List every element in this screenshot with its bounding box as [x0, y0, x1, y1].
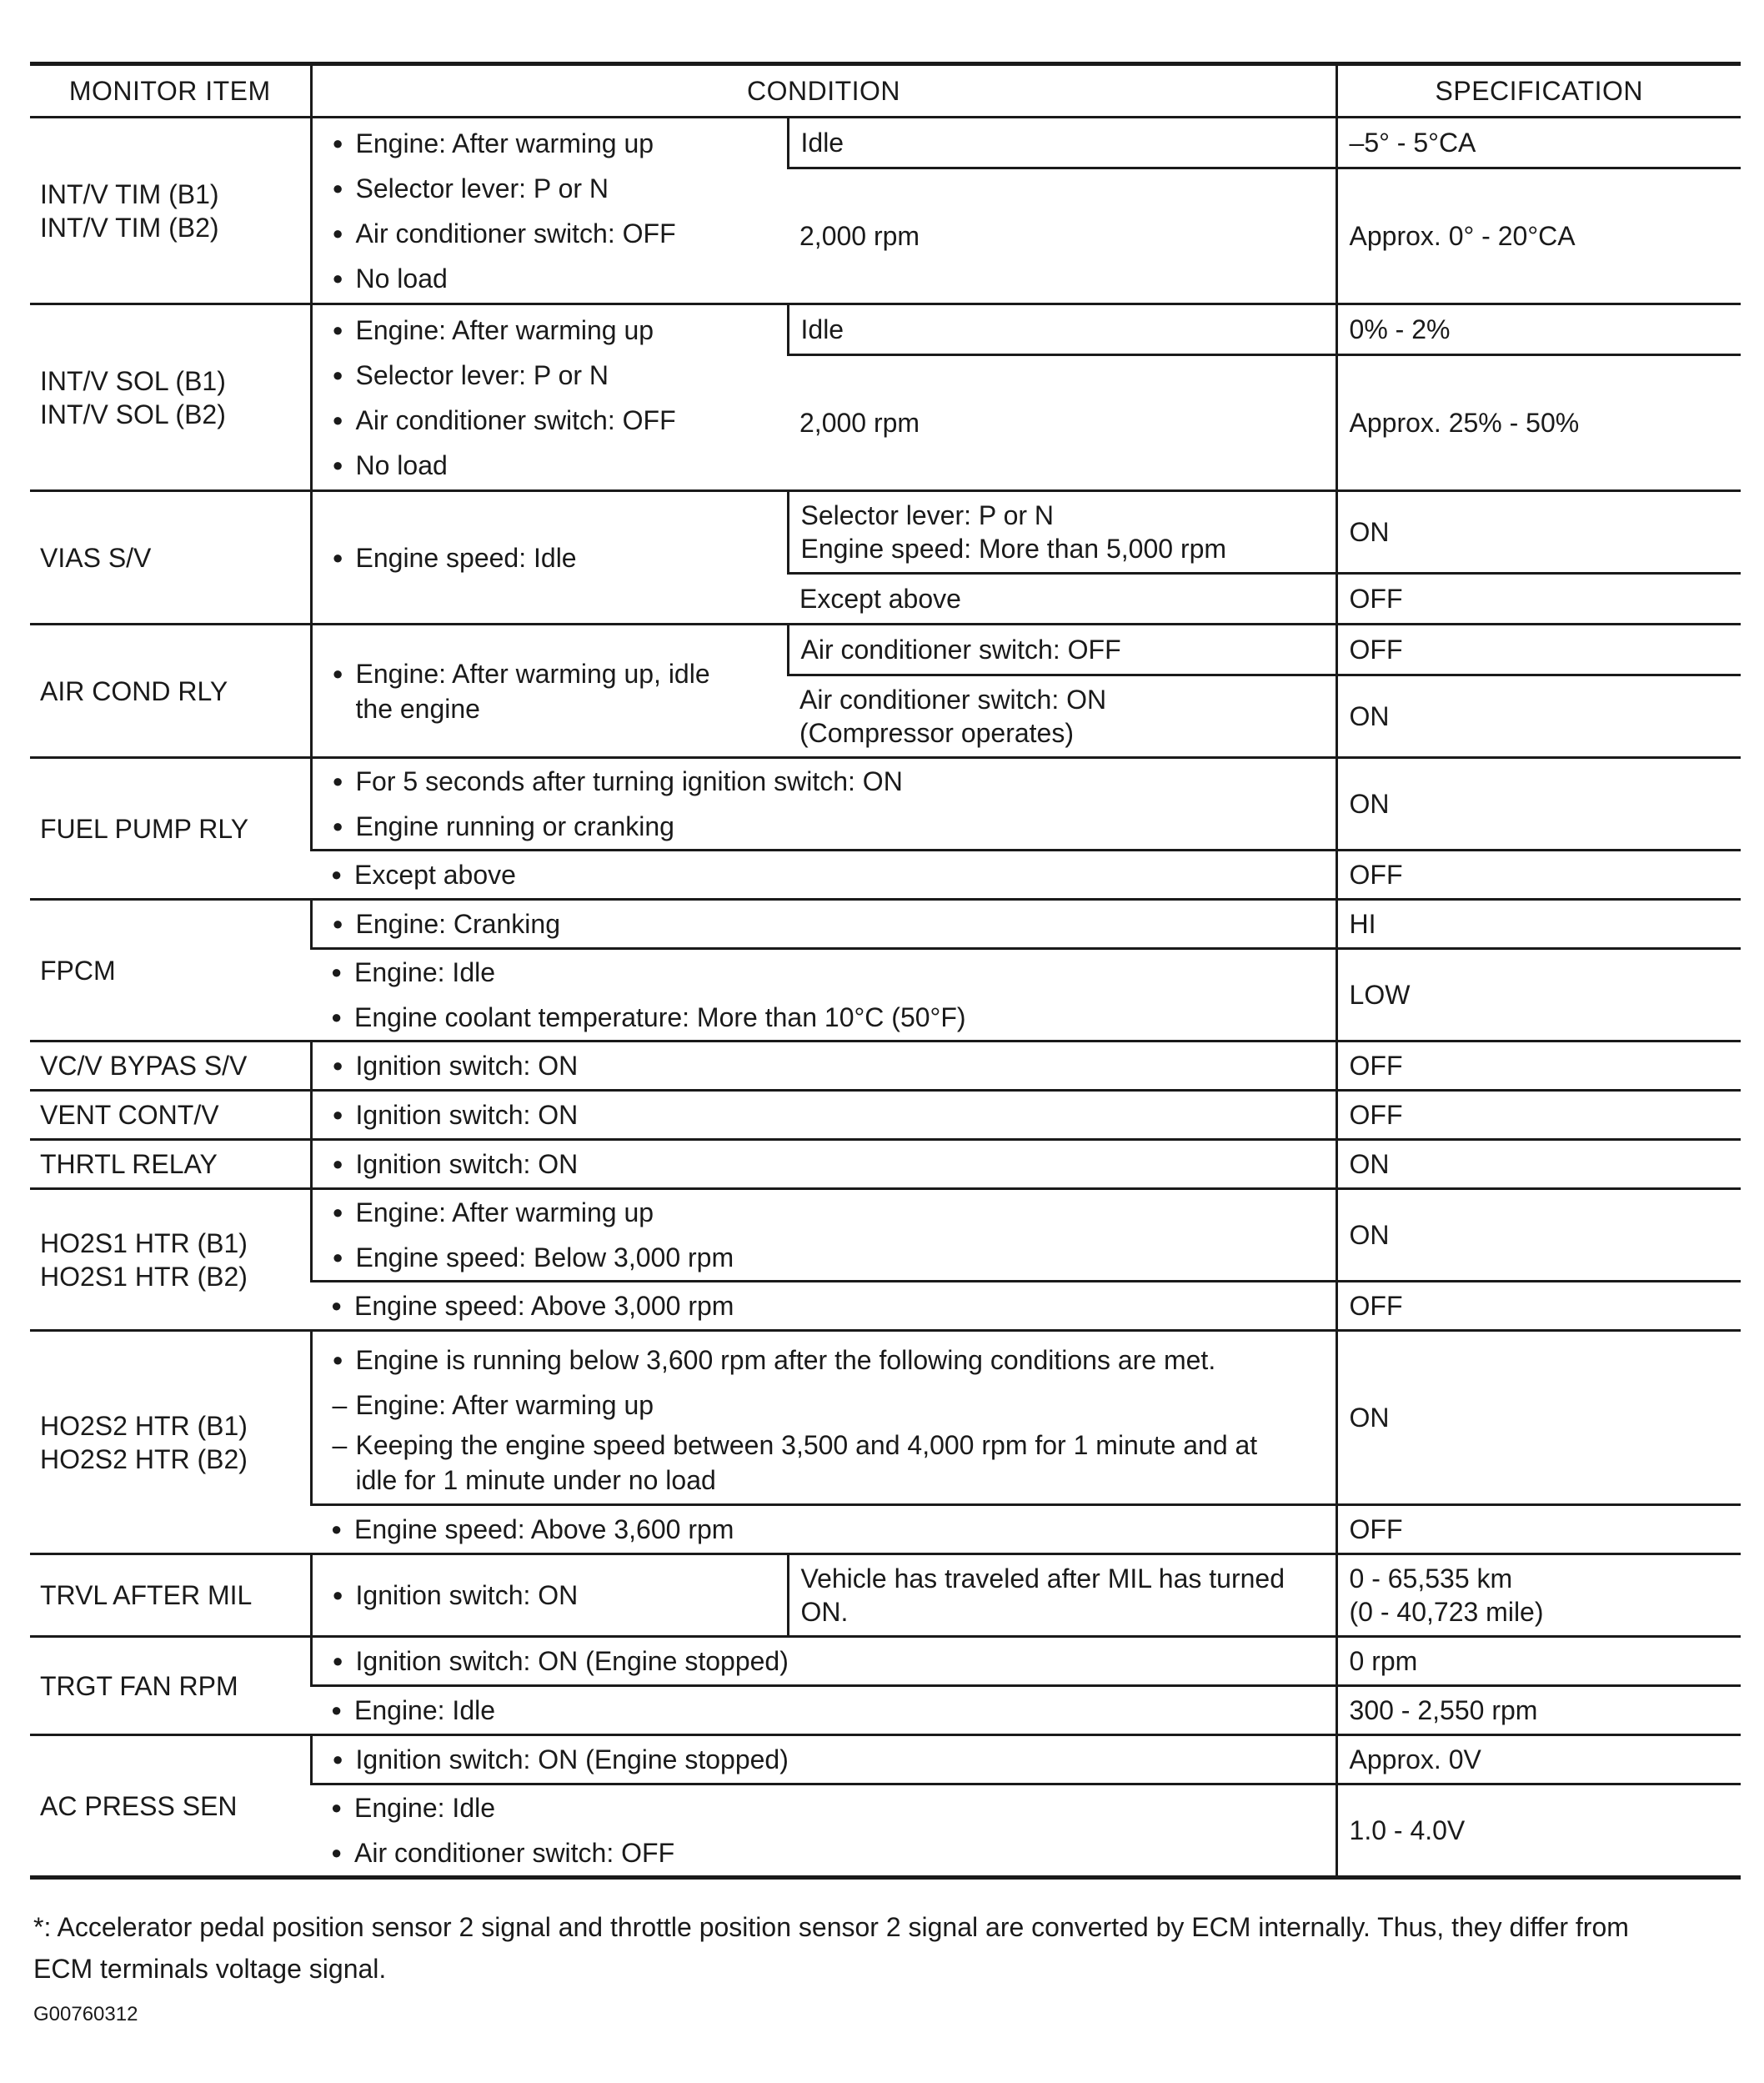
spec-air-cond-on: ON: [1336, 675, 1741, 758]
condition-fuel-pump-on: ● For 5 seconds after turning ignition switch: ON ● Engine running or cranking: [311, 758, 1336, 851]
row-thrtl: [30, 1140, 1741, 1189]
row-vcv: [30, 1042, 1741, 1091]
condition-fpcm-idle: ● Engine: Idle ● Engine coolant temperature: More than 10°C (50°F): [311, 949, 1336, 1042]
spec-intv-sol-idle: 0% - 2%: [1336, 304, 1741, 355]
row-ho2s2: [30, 1331, 1741, 1505]
row-vent: [30, 1091, 1741, 1140]
condition-trgt-fan-stopped: ● Ignition switch: ON (Engine stopped): [311, 1637, 1336, 1686]
spec-vent: OFF: [1336, 1091, 1741, 1140]
spec-vias-on: ON: [1336, 491, 1741, 574]
condition-vent: ● Ignition switch: ON: [311, 1091, 1336, 1140]
condition-vcv: ● Ignition switch: ON: [311, 1042, 1336, 1091]
subcond-intv-tim-idle: Idle: [788, 118, 1336, 168]
item-vias: VIAS S/V: [30, 491, 311, 625]
condition-ac-press-idle: ● Engine: Idle ● Air conditioner switch: OFF: [311, 1784, 1336, 1878]
row-ac-press: [30, 1735, 1741, 1784]
spec-fpcm-low: LOW: [1336, 949, 1741, 1042]
subcond-trvl: Vehicle has traveled after MIL has turned ON.: [788, 1554, 1336, 1637]
row-intv-sol: [30, 304, 1741, 355]
header-specification: SPECIFICATION: [1336, 64, 1741, 118]
spec-ho2s2-on: ON: [1336, 1331, 1741, 1505]
monitor-spec-table: [30, 62, 1741, 1880]
spec-trgt-fan-idle: 300 - 2,550 rpm: [1336, 1686, 1741, 1735]
row-trgt-fan: [30, 1637, 1741, 1686]
item-thrtl: THRTL RELAY: [30, 1140, 311, 1189]
header-row: [30, 64, 1741, 118]
spec-intv-sol-2000: Approx. 25% - 50%: [1336, 355, 1741, 491]
figure-id: G00760312: [33, 2003, 138, 2025]
spec-thrtl: ON: [1336, 1140, 1741, 1189]
condition-ac-press-stopped: ● Ignition switch: ON (Engine stopped): [311, 1735, 1336, 1784]
item-ho2s2: HO2S2 HTR (B1) HO2S2 HTR (B2): [30, 1331, 311, 1554]
spec-vcv: OFF: [1336, 1042, 1741, 1091]
footnote: *: Accelerator pedal position sensor 2 signal and throttle position sensor 2 signal are converted by ECM internally. Thus, they differ from ECM terminals voltage signal.: [33, 1912, 1629, 1984]
condition-fuel-pump-except: ● Except above: [311, 851, 1336, 900]
condition-ho2s1-on: ● Engine: After warming up ● Engine speed: Below 3,000 rpm: [311, 1189, 1336, 1282]
condition-ho2s1-above: ● Engine speed: Above 3,000 rpm: [311, 1282, 1336, 1331]
condition-trgt-fan-idle: ● Engine: Idle: [311, 1686, 1336, 1735]
spec-document: [30, 62, 1741, 1880]
spec-ho2s1-on: ON: [1336, 1189, 1741, 1282]
row-trvl: [30, 1554, 1741, 1637]
item-intv-tim: INT/V TIM (B1) INT/V TIM (B2): [30, 118, 311, 304]
subcond-vias-on: Selector lever: P or N Engine speed: More than 5,000 rpm: [788, 491, 1336, 574]
condition-ho2s2-above: ● Engine speed: Above 3,600 rpm: [311, 1505, 1336, 1554]
item-ho2s1: HO2S1 HTR (B1) HO2S1 HTR (B2): [30, 1189, 311, 1331]
item-fpcm: FPCM: [30, 900, 311, 1042]
condition-fpcm-cranking: ● Engine: Cranking: [311, 900, 1336, 949]
condition-intv-sol: ● Engine: After warming up ● Selector lever: P or N ● Air conditioner switch: OFF ● No load: [311, 304, 788, 491]
condition-trvl: ● Ignition switch: ON: [311, 1554, 788, 1637]
item-fuel-pump: FUEL PUMP RLY: [30, 758, 311, 900]
header-monitor-item: MONITOR ITEM: [30, 64, 311, 118]
item-ac-press: AC PRESS SEN: [30, 1735, 311, 1878]
subcond-intv-sol-2000: 2,000 rpm: [788, 355, 1336, 491]
spec-vias-off: OFF: [1336, 574, 1741, 625]
row-fuel-pump: [30, 758, 1741, 851]
spec-air-cond-off: OFF: [1336, 625, 1741, 675]
row-ho2s1: [30, 1189, 1741, 1282]
spec-trvl: 0 - 65,535 km (0 - 40,723 mile): [1336, 1554, 1741, 1637]
subcond-intv-sol-idle: Idle: [788, 304, 1336, 355]
spec-ho2s1-off: OFF: [1336, 1282, 1741, 1331]
spec-intv-tim-2000: Approx. 0° - 20°CA: [1336, 168, 1741, 304]
subcond-vias-except: Except above: [788, 574, 1336, 625]
subcond-intv-tim-2000: 2,000 rpm: [788, 168, 1336, 304]
row-fpcm: [30, 900, 1741, 949]
condition-thrtl: ● Ignition switch: ON: [311, 1140, 1336, 1189]
item-air-cond: AIR COND RLY: [30, 625, 311, 758]
spec-ho2s2-off: OFF: [1336, 1505, 1741, 1554]
condition-vias: ● Engine speed: Idle: [311, 491, 788, 625]
subcond-air-cond-on: Air conditioner switch: ON (Compressor operates): [788, 675, 1336, 758]
row-air-cond: [30, 625, 1741, 675]
condition-intv-tim: ● Engine: After warming up ● Selector lever: P or N ● Air conditioner switch: OFF ● No load: [311, 118, 788, 304]
spec-trgt-fan-0: 0 rpm: [1336, 1637, 1741, 1686]
spec-ac-press-idle: 1.0 - 4.0V: [1336, 1784, 1741, 1878]
spec-intv-tim-idle: –5° - 5°CA: [1336, 118, 1741, 168]
subcond-air-cond-off: Air conditioner switch: OFF: [788, 625, 1336, 675]
item-trgt-fan: TRGT FAN RPM: [30, 1637, 311, 1735]
row-vias: [30, 491, 1741, 574]
row-intv-tim: [30, 118, 1741, 168]
item-trvl: TRVL AFTER MIL: [30, 1554, 311, 1637]
spec-ac-press-0v: Approx. 0V: [1336, 1735, 1741, 1784]
spec-fuel-pump-on: ON: [1336, 758, 1741, 851]
condition-air-cond: ● Engine: After warming up, idle the engine: [311, 625, 788, 758]
item-intv-sol: INT/V SOL (B1) INT/V SOL (B2): [30, 304, 311, 491]
spec-fuel-pump-off: OFF: [1336, 851, 1741, 900]
item-vcv: VC/V BYPAS S/V: [30, 1042, 311, 1091]
header-condition: CONDITION: [311, 64, 1336, 118]
condition-ho2s2-on: ● Engine is running below 3,600 rpm after the following conditions are met. – Engine: After warming up – Keeping the engine speed between 3,500 and 4,000 rpm for 1 minute and at idle for 1 minute under no load: [311, 1331, 1336, 1505]
spec-fpcm-hi: HI: [1336, 900, 1741, 949]
item-vent: VENT CONT/V: [30, 1091, 311, 1140]
